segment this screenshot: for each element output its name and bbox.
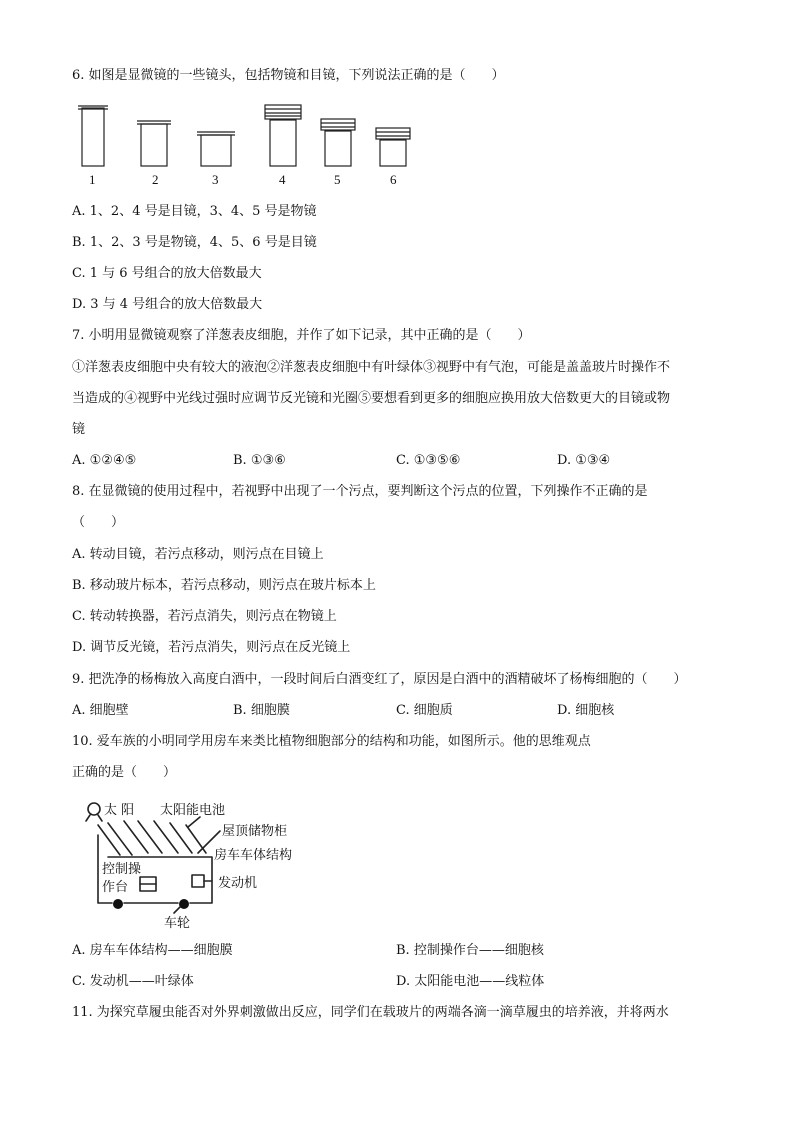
label-wheel: 车轮: [164, 916, 191, 931]
label-engine: 发动机: [218, 876, 258, 891]
q6-option-b[interactable]: B. 1、2、3 号是物镜，4、5、6 号是目镜: [72, 235, 317, 250]
q8-stem-cont: （ ）: [72, 515, 125, 530]
console-icon: [140, 877, 156, 891]
engine-icon: [192, 875, 212, 887]
lens-2: [137, 121, 171, 166]
label-solar-cell: 太阳能电池: [160, 803, 226, 818]
label-rv-body: 房车车体结构: [214, 848, 293, 863]
q8-option-b[interactable]: B. 移动玻片标本，若污点移动，则污点在玻片标本上: [72, 578, 376, 593]
q7-body-line: 当造成的④视野中光线过强时应调节反光镜和光圈⑤要想看到更多的细胞应换用放大倍数更大的目镜或物: [72, 391, 671, 406]
q9-option-d[interactable]: D. 细胞核: [557, 703, 615, 718]
lens-label-6: 6: [390, 172, 397, 187]
lens-label-5: 5: [334, 172, 341, 187]
q7-option-b[interactable]: B. ①③⑥: [233, 453, 286, 468]
q6-option-a[interactable]: A. 1、2、4 号是目镜，3、4、5 号是物镜: [72, 204, 317, 219]
lens-label-2: 2: [152, 172, 159, 187]
q7-body-line: ①洋葱表皮细胞中央有较大的液泡②洋葱表皮细胞中有叶绿体③视野中有气泡，可能是盖盖玻片时操作不: [72, 360, 671, 375]
q7-body-line: 镜: [72, 422, 86, 437]
q7-stem: 7. 小明用显微镜观察了洋葱表皮细胞，并作了如下记录，其中正确的是（ ）: [72, 328, 531, 343]
label-console-line1: 控制操: [102, 862, 142, 877]
q10-option-d[interactable]: D. 太阳能电池——线粒体: [396, 974, 545, 989]
q10-rv-figure: [80, 795, 340, 935]
q6-lens-figure: [70, 100, 430, 190]
q9-option-c[interactable]: C. 细胞质: [396, 703, 453, 718]
q10-option-a[interactable]: A. 房车车体结构——细胞膜: [72, 943, 233, 958]
q9-stem: 9. 把洗净的杨梅放入高度白酒中，一段时间后白酒变红了，原因是白酒中的酒精破坏了杨梅细胞的（ ）: [72, 672, 687, 687]
lens-4: [265, 105, 301, 166]
q10-option-b[interactable]: B. 控制操作台——细胞核: [396, 943, 544, 958]
q8-option-c[interactable]: C. 转动转换器，若污点消失，则污点在物镜上: [72, 609, 337, 624]
q8-stem: 8. 在显微镜的使用过程中，若视野中出现了一个污点，要判断这个污点的位置，下列操作不正确的是: [72, 484, 648, 499]
lens-6: [376, 128, 410, 166]
q8-option-a[interactable]: A. 转动目镜，若污点移动，则污点在目镜上: [72, 547, 324, 562]
lens-5: [321, 119, 355, 166]
sun-icon: [86, 803, 102, 821]
q6-option-c[interactable]: C. 1 与 6 号组合的放大倍数最大: [72, 266, 262, 281]
lens-label-1: 1: [89, 172, 96, 187]
q7-option-d[interactable]: D. ①③④: [557, 453, 611, 468]
q11-stem: 11. 为探究草履虫能否对外界刺激做出反应，同学们在载玻片的两端各滴一滴草履虫的培养液，并将两水: [72, 1005, 669, 1020]
q10-option-c[interactable]: C. 发动机——叶绿体: [72, 974, 194, 989]
q9-option-a[interactable]: A. 细胞壁: [72, 703, 129, 718]
q6-option-d[interactable]: D. 3 与 4 号组合的放大倍数最大: [72, 297, 263, 312]
label-roof-storage: 屋顶储物柜: [222, 824, 288, 839]
wheel-front: [113, 899, 123, 909]
q10-stem-cont: 正确的是（ ）: [72, 765, 177, 780]
lens-3: [197, 132, 235, 166]
q10-stem: 10. 爱车族的小明同学用房车来类比植物细胞部分的结构和功能，如图所示。他的思维观点: [72, 734, 591, 749]
lens-label-3: 3: [212, 172, 219, 187]
lens-label-4: 4: [279, 172, 286, 187]
q7-option-c[interactable]: C. ①③⑤⑥: [396, 453, 461, 468]
label-sun: 太 阳: [104, 803, 135, 818]
q9-option-b[interactable]: B. 细胞膜: [233, 703, 290, 718]
q6-stem: 6. 如图是显微镜的一些镜头，包括物镜和目镜，下列说法正确的是（ ）: [72, 68, 505, 83]
q7-option-a[interactable]: A. ①②④⑤: [72, 453, 137, 468]
label-console-line2: 作台: [102, 880, 129, 895]
q8-option-d[interactable]: D. 调节反光镜，若污点消失，则污点在反光镜上: [72, 640, 351, 655]
lens-1: [78, 106, 108, 166]
